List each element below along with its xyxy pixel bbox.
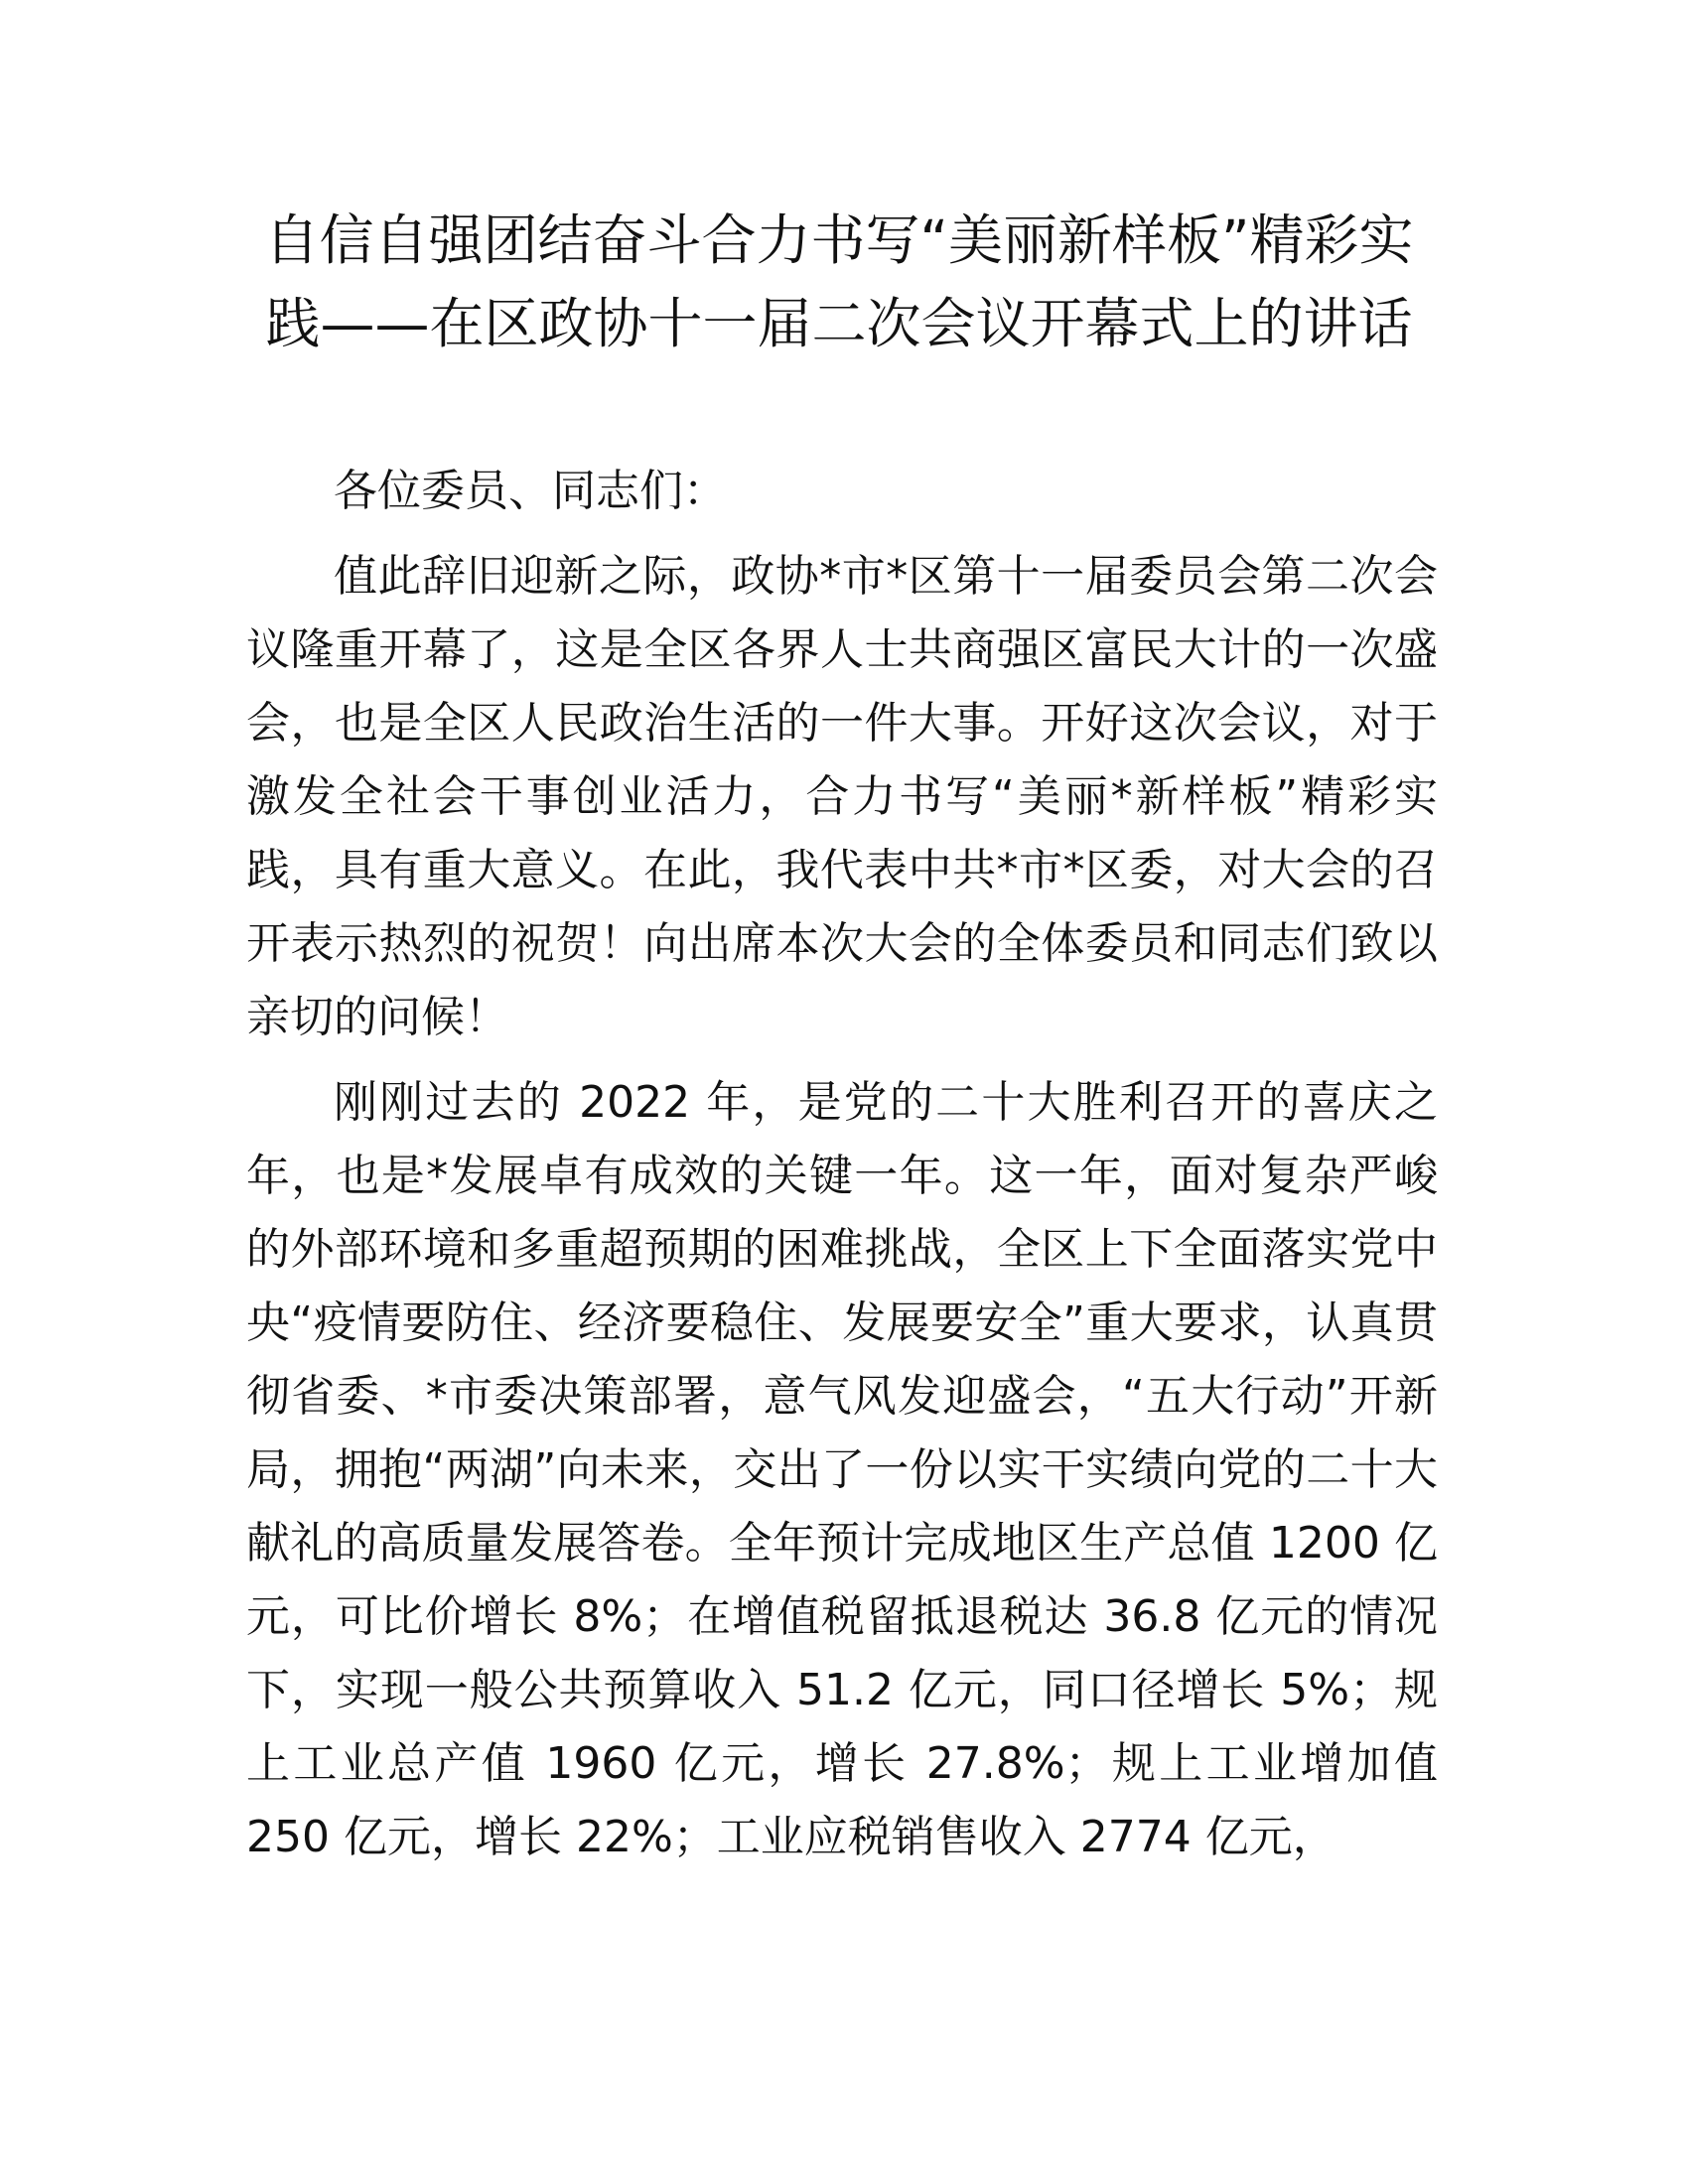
paragraph-opening: 值此辞旧迎新之际，政协*市*区第十一届委员会第二次会议隆重开幕了，这是全区各界人士共商强区富民大计的一次盛会，也是全区人民政治生活的一件大事。开好这次会议，对于激发全社会干事创业活力，合力书写“美丽*新样板”精彩实践，具有重大意义。在此，我代表中共*市*区委，对大会的召开表示热烈的祝贺！向出席本次大会的全体委员和同志们致以亲切的问候！ [246, 551, 1438, 1042]
document-title: 自信自强团结奋斗合力书写“美丽新样板”精彩实践——在区政协十一届二次会议开幕式上的讲话 [264, 208, 1414, 355]
paragraph-achievements: 刚刚过去的 2022 年，是党的二十大胜利召开的喜庆之年，也是*发展卓有成效的关键一年。这一年，面对复杂严峻的外部环境和多重超预期的困难挑战，全区上下全面落实党中央“疫情要防住、经济要稳住、发展要安全”重大要求，认真贯彻省委、*市委决策部署，意气风发迎盛会，“五大行动”开新局，拥抱“两湖”向未来，交出了一份以实干实绩向党的二十大献礼的高质量发展答卷。全年预计完成地区生产总值 1200 亿元，可比价增长 8%；在增值税留抵退税达 36.8 亿元的情况下，实现一般公共预算收入 51.2 亿元，同口径增长 5%；规上工业总产值 1960 亿元，增长 27.8%；规上工业增加值 250 亿元，增长 22%；工业应税销售收入 2774 亿元， [246, 1077, 1438, 1862]
salutation: 各位委员、同志们： [334, 466, 727, 516]
document-body [246, 455, 1438, 1874]
